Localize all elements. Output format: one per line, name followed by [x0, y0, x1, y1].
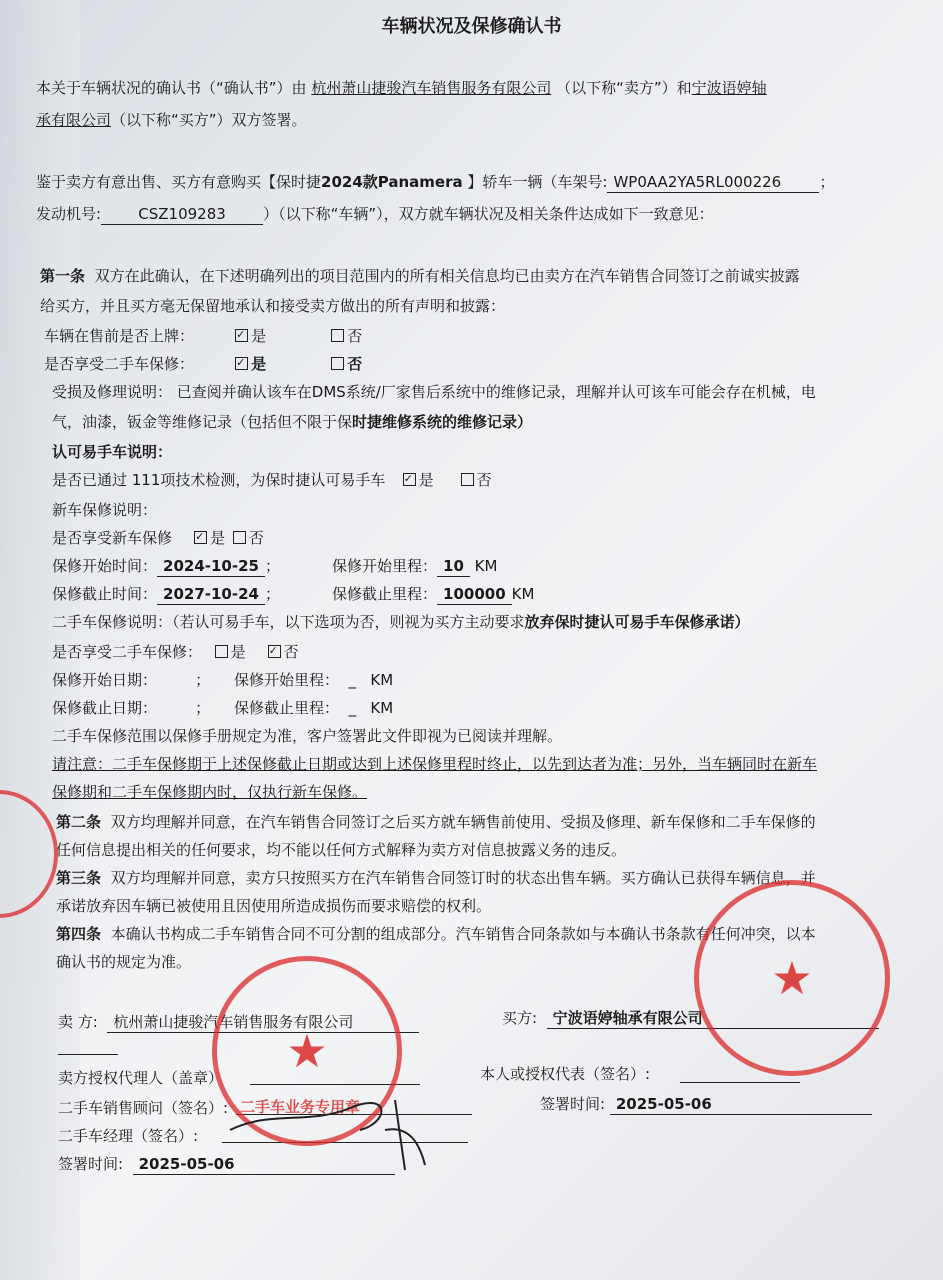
separator: ； [264, 557, 280, 575]
buyer-date-row [540, 1094, 872, 1115]
intro-text-3: （以下称“买方”）双方签署。 [111, 111, 307, 129]
plate-question [44, 326, 362, 346]
warranty-end-mileage-row [332, 584, 534, 605]
warranty-start-mileage-label: 保修开始里程： [332, 557, 438, 575]
used-end-date-label: 保修截止日期： [52, 699, 158, 717]
buyer-name: 宁波语婷轴承有限公司 [547, 1008, 879, 1029]
article-3-text: 双方均理解并同意，卖方只按照买方在汽车销售合同签订时的状态出售车辆。买方确认已获得车辆信息，并 [110, 869, 816, 887]
buyer-label: 买方: [502, 1009, 538, 1027]
article-1-line-2: 给买方，并且买方毫无保留地承认和接受卖方做出的所有声明和披露： [40, 297, 506, 315]
article-4-line-2: 确认书的规定为准。 [56, 953, 192, 971]
article-1-heading: 第一条 [40, 267, 86, 285]
plate-no-label: 否 [347, 327, 363, 345]
buyer-date-label: 签署时间: [540, 1095, 606, 1113]
intro-text: 本关于车辆状况的确认书（“确认书”）由 [36, 79, 307, 97]
used-start-mileage-label: 保修开始里程： [234, 671, 340, 689]
used-question [44, 354, 362, 374]
plate-yes-label: 是 [251, 327, 267, 345]
warranty-start-mileage: 10 [437, 556, 470, 577]
warranty-start-mileage-row [332, 556, 497, 577]
used-end-row [52, 698, 393, 718]
used-warranty-text: 二手车保修说明：（若认可易手车，以下选项为否，则视为买方主动要求 [52, 613, 525, 631]
warranty-end-date: 2027-10-24 [157, 584, 265, 605]
plate-no-checkbox[interactable] [331, 329, 344, 342]
intro-text-2: （以下称“卖方”）和 [556, 79, 692, 97]
cpo-no-label: 否 [476, 471, 492, 489]
seller-sign-date: 2025-05-06 [133, 1154, 395, 1175]
km-unit: KM [370, 699, 394, 717]
manager-label: 二手车经理（签名）: [58, 1127, 199, 1145]
seller-date-label: 签署时间: [58, 1155, 124, 1173]
intro-buyer-name-1: 宁波语婷轴 [691, 79, 767, 97]
article-3-line-2: 承诺放弃因车辆已被使用且因使用所造成损伤而要求赔偿的权利。 [56, 897, 492, 915]
used-yes-label: 是 [251, 355, 267, 373]
seller-extra-line [58, 1054, 118, 1055]
repair-text-bold: 时捷维修系统的维修记录） [352, 413, 533, 431]
cpo-yes-label: 是 [418, 471, 434, 489]
warranty-end-mileage: 100000 [437, 584, 512, 605]
article-2-heading: 第二条 [56, 813, 102, 831]
repair-line-1: 受损及修理说明： 已查阅并确认该车在DMS系统/厂家售后系统中的维修记录，理解并认可该车可能会存在机械，电 [52, 383, 816, 401]
km-unit: KM [370, 671, 394, 689]
used-warranty-text-bold: 放弃保时捷认可易手车保修承诺） [524, 613, 750, 631]
buyer-rep-label: 本人或授权代表（签名）: [480, 1065, 651, 1083]
vehicle-text-3: ； [819, 173, 835, 191]
article-3-heading: 第三条 [56, 869, 102, 887]
note-line-2: 保修期和二手车保修期内时，仅执行新车保修。 [52, 783, 368, 801]
article-4-heading: 第四条 [56, 925, 102, 943]
note-line-1: 请注意：二手车保修期于上述保修截止日期或达到上述保修里程时终止，以先到达者为准；另外，当车辆同时在新车 [52, 755, 818, 773]
engine-value: CSZ109283 [101, 204, 263, 225]
used-warranty-heading [52, 612, 750, 632]
seller-name: 杭州萧山捷骏汽车销售服务有限公司 [107, 1012, 419, 1033]
warranty-end-mileage-label: 保修截止里程： [332, 585, 438, 603]
cpo-label: 是否已通过 111项技术检测，为保时捷认可易手车 [52, 471, 386, 489]
new-warranty-yes-label: 是 [210, 529, 226, 547]
used-warranty-no-checkbox[interactable] [268, 645, 281, 658]
new-warranty-no-label: 否 [248, 529, 264, 547]
seal-star-icon: ★ [286, 1024, 328, 1078]
used-warranty-label: 是否享受二手车保修： [52, 643, 203, 661]
cpo-heading: 认可易手车说明： [52, 443, 173, 461]
km-unit: KM [474, 557, 498, 575]
warranty-start-label: 保修开始时间： [52, 557, 158, 575]
seal-star-icon: ★ [771, 951, 813, 1005]
article-1-text: 双方在此确认，在下述明确列出的项目范围内的所有相关信息均已由卖方在汽车销售合同签订之前诚实披露 [94, 267, 800, 285]
buyer-company-seal [694, 880, 890, 1076]
separator: ； [264, 585, 280, 603]
warranty-end-label: 保修截止时间： [52, 585, 158, 603]
used-start-row [52, 670, 393, 690]
document-title: 车辆状况及保修确认书 [381, 16, 562, 37]
handwritten-signature [210, 1070, 460, 1190]
plate-label: 车辆在售前是否上牌： [44, 327, 195, 345]
engine-label: 发动机号: [36, 205, 102, 223]
buyer-rep-line[interactable] [680, 1082, 800, 1083]
warranty-start-date: 2024-10-25 [157, 556, 265, 577]
article-4-text: 本确认书构成二手车销售合同不可分割的组成部分。汽车销售合同条款如与本确认书条款有任何冲突，以本 [110, 925, 816, 943]
intro-line-2 [36, 110, 307, 130]
warranty-scope: 二手车保修范围以保修手册规定为准，客户签署此文件即视为已阅读并理解。 [52, 727, 563, 745]
used-warranty-question [52, 642, 299, 662]
vehicle-model: 2024款Panamera [321, 173, 463, 191]
new-warranty-yes-checkbox[interactable] [194, 531, 207, 544]
used-yes-checkbox[interactable] [235, 357, 248, 370]
used-warranty-yes-label: 是 [230, 643, 246, 661]
warranty-start-row [52, 556, 280, 577]
km-unit: KM [511, 585, 535, 603]
vehicle-line-2 [36, 204, 714, 225]
seller-label: 卖 方: [58, 1013, 98, 1031]
new-warranty-label: 是否享受新车保修 [52, 529, 173, 547]
used-no-label: 否 [347, 355, 363, 373]
used-start-mileage-blank: _ [348, 671, 357, 689]
repair-line-2 [52, 412, 532, 432]
new-warranty-heading: 新车保修说明： [52, 501, 158, 519]
seller-agent-label: 卖方授权代理人（盖章） [58, 1069, 224, 1087]
separator: ； [195, 699, 211, 717]
article-1-line-1 [40, 266, 800, 286]
article-2-text: 双方均理解并同意，在汽车销售合同签订之后买方就车辆售前使用、受损及修理、新车保修和二手车保修的 [110, 813, 816, 831]
warranty-end-row [52, 584, 280, 605]
intro-buyer-name-2: 承有限公司 [36, 111, 112, 129]
vehicle-text: 鉴于卖方有意出售、买方有意购买【保时捷 [36, 173, 322, 191]
vehicle-text-2: 】轿车一辆（车架号: [467, 173, 608, 191]
cpo-no-checkbox[interactable] [461, 473, 474, 486]
used-warranty-no-label: 否 [283, 643, 299, 661]
cpo-question [52, 470, 492, 490]
new-warranty-no-checkbox[interactable] [233, 531, 246, 544]
seller-seal-dept: 二手车业务专用章 [240, 1098, 361, 1116]
used-end-mileage-blank: _ [348, 699, 357, 717]
article-2-line-2: 任何信息提出相关的任何要求，均不能以任何方式解释为卖方对信息披露义务的违反。 [56, 841, 627, 859]
used-no-checkbox[interactable] [331, 357, 344, 370]
article-3-line-1 [56, 868, 816, 888]
vehicle-line-1 [36, 172, 834, 193]
used-label: 是否享受二手车保修： [44, 355, 195, 373]
separator: ； [195, 671, 211, 689]
cpo-yes-checkbox[interactable] [403, 473, 416, 486]
intro-line-1 [36, 78, 767, 98]
vin-value: WP0AA2YA5RL000226 [607, 172, 819, 193]
vehicle-text-4: ）（以下称“车辆”），双方就车辆状况及相关条件达成如下一致意见： [263, 205, 714, 223]
new-warranty-question [52, 528, 264, 548]
article-2-line-1 [56, 812, 816, 832]
sales-advisor-label: 二手车销售顾问（签名）: [58, 1099, 229, 1117]
used-end-mileage-label: 保修截止里程： [234, 699, 340, 717]
used-start-date-label: 保修开始日期： [52, 671, 158, 689]
used-warranty-yes-checkbox[interactable] [215, 645, 228, 658]
buyer-sign-date: 2025-05-06 [610, 1094, 872, 1115]
plate-yes-checkbox[interactable] [235, 329, 248, 342]
repair-text: 气，油漆，钣金等维修记录（包括但不限于保 [52, 413, 353, 431]
intro-seller-name: 杭州萧山捷骏汽车销售服务有限公司 [311, 79, 552, 97]
